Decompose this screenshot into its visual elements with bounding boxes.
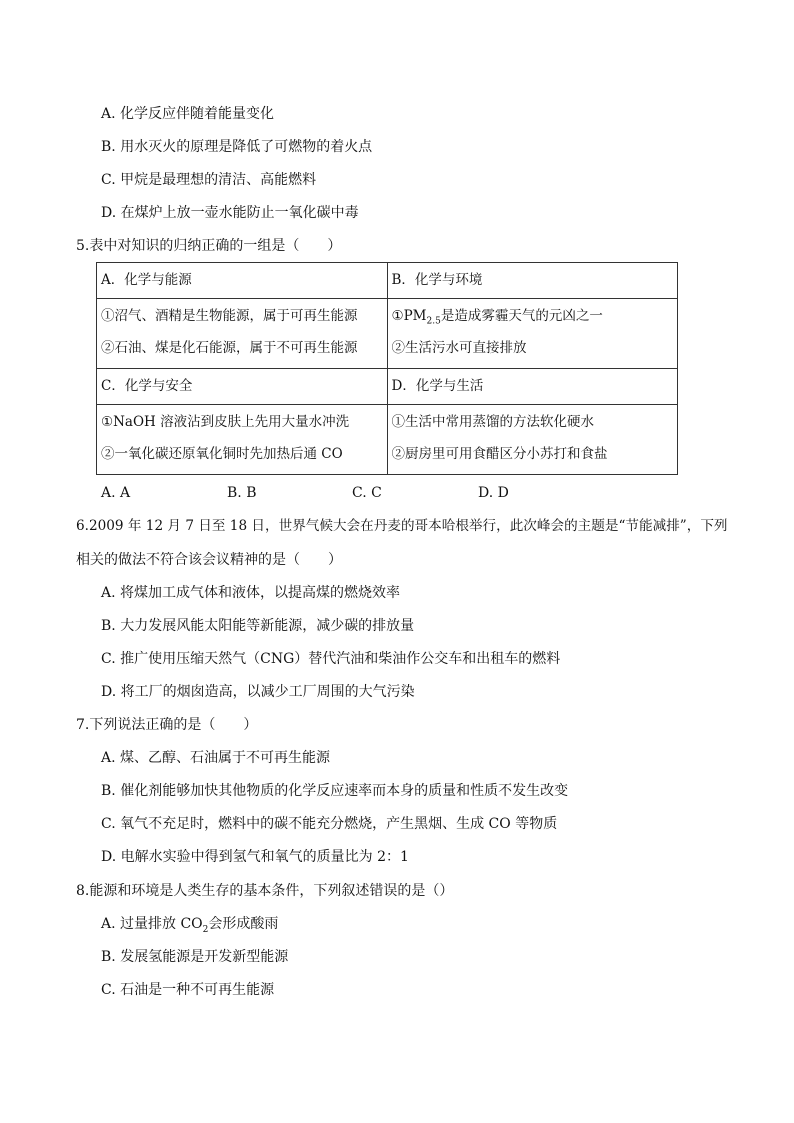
table-cell-c-title: C．化学与安全 [97, 369, 388, 405]
table-b-line-1 [392, 307, 674, 325]
q4-option-c: C. 甲烷是最理想的清洁、高能燃料 [101, 172, 317, 188]
q8-option-a [101, 915, 278, 933]
q4-option-a: A. 化学反应伴随着能量变化 [101, 106, 275, 122]
q6-option-a: A. 将煤加工成气体和液体，以提高煤的燃烧效率 [101, 585, 401, 601]
q5-choice-c: C. C [352, 485, 382, 501]
table-b-line-1-sub: 2.5 [426, 316, 441, 327]
q7-stem: 7.下列说法正确的是（ ） [76, 717, 258, 733]
table-cell-b-title: B．化学与环境 [387, 263, 678, 299]
q7-option-b: B. 催化剂能够加快其他物质的化学反应速率而本身的质量和性质不发生改变 [101, 783, 569, 799]
q8-option-a-pre: A. 过量排放 CO [101, 916, 203, 932]
q6-option-c: C. 推广使用压缩天然气（CNG）替代汽油和柴油作公交车和出租车的燃料 [101, 651, 561, 667]
q8-option-a-sub: 2 [202, 924, 209, 935]
table-a-line-1: ①沼气、酒精是生物能源，属于可再生能源 [101, 308, 358, 324]
q4-option-d: D. 在煤炉上放一壶水能防止一氧化碳中毒 [101, 205, 359, 221]
q6-stem-line-1: 6.2009 年 12 月 7 日至 18 日，世界气候大会在丹麦的哥本哈根举行，此次峰会的主题是“节能减排”，下列 [76, 518, 728, 534]
q5-choice-d: D. D [478, 485, 509, 501]
table-cell-a-body [97, 299, 388, 369]
q6-option-d: D. 将工厂的烟囱造高，以减少工厂周围的大气污染 [101, 684, 415, 700]
q5-stem: 5.表中对知识的归纳正确的一组是（ ） [76, 238, 342, 254]
q7-option-a: A. 煤、乙醇、石油属于不可再生能源 [101, 750, 331, 766]
table-c-line-1: ①NaOH 溶液沾到皮肤上先用大量水冲洗 [101, 414, 350, 430]
table-b-line-1-post: 是造成雾霾天气的元凶之一 [440, 308, 603, 324]
q5-choice-a: A. A [101, 485, 131, 501]
q8-option-b: B. 发展氢能源是开发新型能源 [101, 949, 289, 965]
table-cell-b-body [387, 299, 678, 369]
q4-option-b: B. 用水灭火的原理是降低了可燃物的着火点 [101, 139, 373, 155]
q8-option-c: C. 石油是一种不可再生能源 [101, 982, 275, 998]
table-cell-d-body [387, 405, 678, 475]
table-b-line-2: ②生活污水可直接排放 [391, 340, 527, 356]
q7-option-d: D. 电解水实验中得到氢气和氧气的质量比为 2：1 [101, 849, 409, 865]
table-c-line-2: ②一氧化碳还原氧化铜时先加热后通 CO [101, 446, 343, 462]
q6-option-b: B. 大力发展风能太阳能等新能源，减少碳的排放量 [101, 618, 415, 634]
q5-knowledge-table [96, 262, 678, 475]
table-d-line-1: ①生活中常用蒸馏的方法软化硬水 [391, 414, 594, 430]
table-cell-c-body [97, 405, 388, 475]
q8-stem: 8.能源和环境是人类生存的基本条件，下列叙述错误的是（） [76, 883, 454, 899]
q8-option-a-post: 会形成酸雨 [208, 916, 279, 932]
table-cell-a-title: A．化学与能源 [97, 263, 388, 299]
q6-stem-line-2: 相关的做法不符合该会议精神的是（ ） [76, 552, 342, 568]
q5-choices [101, 484, 601, 502]
table-cell-d-title: D．化学与生活 [387, 369, 678, 405]
table-b-line-1-pre: ①PM [391, 308, 427, 324]
table-a-line-2: ②石油、煤是化石能源，属于不可再生能源 [101, 340, 358, 356]
q5-choice-b: B. B [227, 485, 257, 501]
table-d-line-2: ②厨房里可用食醋区分小苏打和食盐 [391, 446, 608, 462]
q7-option-c: C. 氧气不充足时，燃料中的碳不能充分燃烧，产生黑烟、生成 CO 等物质 [101, 816, 558, 832]
